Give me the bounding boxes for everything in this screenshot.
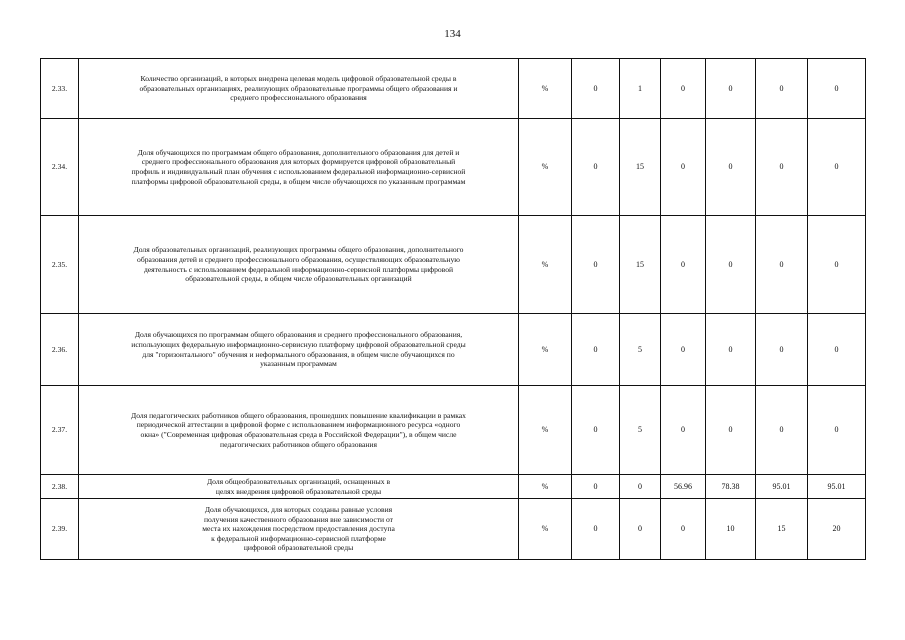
description-line: деятельность с использованием федеральной информационно-сервисной платформы цифровой xyxy=(143,264,454,274)
unit-cell: % xyxy=(519,314,572,386)
value-cell: 0 xyxy=(661,216,706,314)
value-cell: 0 xyxy=(756,119,808,216)
row-number: 2.37. xyxy=(41,386,79,475)
value-cell: 0 xyxy=(808,216,866,314)
row-number: 2.33. xyxy=(41,59,79,119)
unit-cell: % xyxy=(519,216,572,314)
indicator-description xyxy=(79,314,519,386)
value-cell: 0 xyxy=(661,314,706,386)
value-cell: 0 xyxy=(706,386,756,475)
indicator-description xyxy=(79,216,519,314)
indicators-table xyxy=(40,58,866,560)
description-line: указанным программам xyxy=(260,359,337,369)
unit-cell: % xyxy=(519,119,572,216)
value-cell: 15 xyxy=(620,216,661,314)
row-number: 2.38. xyxy=(41,475,79,499)
value-cell: 0 xyxy=(808,314,866,386)
description-line: платформы цифровой образовательной среды, в общем числе обучающихся по указанным программам xyxy=(131,176,466,186)
value-cell: 0 xyxy=(572,216,620,314)
description-line: Доля обучающихся по программам общего образования и среднего профессионального образования, xyxy=(134,330,463,340)
value-cell: 56.96 xyxy=(661,475,706,499)
value-cell: 0 xyxy=(706,119,756,216)
value-cell: 5 xyxy=(620,314,661,386)
description-line: образовательных организациях, реализующих образовательные программы общего образования и xyxy=(139,83,458,93)
value-cell: 0 xyxy=(756,386,808,475)
value-cell: 0 xyxy=(756,216,808,314)
description-line: цифровой образовательной среды xyxy=(243,543,354,553)
description-line: окна» ("Современная цифровая образовательная среда в Российской Федерации"), в общем числе xyxy=(140,430,457,439)
page-number: 134 xyxy=(444,28,461,40)
description-line: целях внедрения цифровой образовательной среды xyxy=(215,486,382,496)
value-cell: 0 xyxy=(572,314,620,386)
unit-cell: % xyxy=(519,386,572,475)
description-line: Доля обучающихся по программам общего образования, дополнительного образования для детей и xyxy=(137,147,460,157)
indicator-description xyxy=(79,475,519,499)
table-row xyxy=(41,314,866,386)
value-cell: 95.01 xyxy=(756,475,808,499)
description-line: педагогических работников общего образования xyxy=(220,439,377,449)
value-cell: 15 xyxy=(620,119,661,216)
table-row xyxy=(41,119,866,216)
value-cell: 0 xyxy=(661,59,706,119)
value-cell: 0 xyxy=(808,59,866,119)
value-cell: 0 xyxy=(808,119,866,216)
value-cell: 78.38 xyxy=(706,475,756,499)
value-cell: 0 xyxy=(756,314,808,386)
table-row xyxy=(41,475,866,499)
value-cell: 0 xyxy=(572,499,620,560)
description-line: к федеральной информационно-сервисной платформе xyxy=(211,533,386,543)
indicator-description xyxy=(79,386,519,475)
value-cell: 0 xyxy=(620,499,661,560)
description-line: использующих федеральную информационно-сервисную платформу цифровой образовательной среды xyxy=(131,339,466,349)
description-line: Доля общеобразовательных организаций, оснащенных в xyxy=(206,476,391,486)
description-line: среднего профессионального образования для которых формируется цифровой образовательный xyxy=(141,157,456,167)
indicator-description xyxy=(79,119,519,216)
table-row xyxy=(41,499,866,560)
value-cell: 0 xyxy=(706,216,756,314)
description-line: профиль и индивидуальный план обучения с использованием федеральной информационно-сервисной xyxy=(131,167,466,176)
description-line: образования детей и среднего профессионального образования, осуществляющих образовательную xyxy=(137,254,460,264)
table-row xyxy=(41,59,866,119)
row-number: 2.34. xyxy=(41,119,79,216)
row-number: 2.35. xyxy=(41,216,79,314)
description-line: Количество организаций, в которых внедрена целевая модель цифровой образовательной среды в xyxy=(140,74,457,84)
value-cell: 0 xyxy=(661,386,706,475)
unit-cell: % xyxy=(519,499,572,560)
row-number: 2.39. xyxy=(41,499,79,560)
value-cell: 0 xyxy=(808,386,866,475)
value-cell: 20 xyxy=(808,499,866,560)
description-line: Доля образовательных организаций, реализующих программы общего образования, дополнительного xyxy=(133,245,464,255)
description-line: среднего профессионального образования xyxy=(230,93,367,103)
value-cell: 1 xyxy=(620,59,661,119)
indicator-description xyxy=(79,499,519,560)
description-line: Доля педагогических работников общего образования, прошедших повышение квалификации в рамках xyxy=(131,410,466,420)
value-cell: 0 xyxy=(572,475,620,499)
description-line: для "горизонтального" обучения и неформального образования, в общем числе обучающихся по xyxy=(142,349,455,359)
value-cell: 0 xyxy=(756,59,808,119)
description-line: периодической аттестации в цифровой форме с использованием информационного ресурса «одного xyxy=(136,420,461,430)
row-number: 2.36. xyxy=(41,314,79,386)
indicator-description xyxy=(79,59,519,119)
unit-cell: % xyxy=(519,475,572,499)
value-cell: 0 xyxy=(572,386,620,475)
value-cell: 10 xyxy=(706,499,756,560)
value-cell: 0 xyxy=(661,499,706,560)
value-cell: 0 xyxy=(572,119,620,216)
value-cell: 95.01 xyxy=(808,475,866,499)
unit-cell: % xyxy=(519,59,572,119)
value-cell: 15 xyxy=(756,499,808,560)
table-row xyxy=(41,386,866,475)
value-cell: 0 xyxy=(706,59,756,119)
value-cell: 0 xyxy=(572,59,620,119)
value-cell: 5 xyxy=(620,386,661,475)
description-line: места их нахождения посредством предоставления доступа xyxy=(202,524,395,534)
description-line: образовательной среды, в общем числе образовательных организаций xyxy=(185,274,412,284)
value-cell: 0 xyxy=(706,314,756,386)
description-line: Доля обучающихся, для которых созданы равные условия xyxy=(204,505,393,515)
description-line: получения качественного образования вне зависимости от xyxy=(203,514,393,524)
value-cell: 0 xyxy=(620,475,661,499)
value-cell: 0 xyxy=(661,119,706,216)
table-row xyxy=(41,216,866,314)
